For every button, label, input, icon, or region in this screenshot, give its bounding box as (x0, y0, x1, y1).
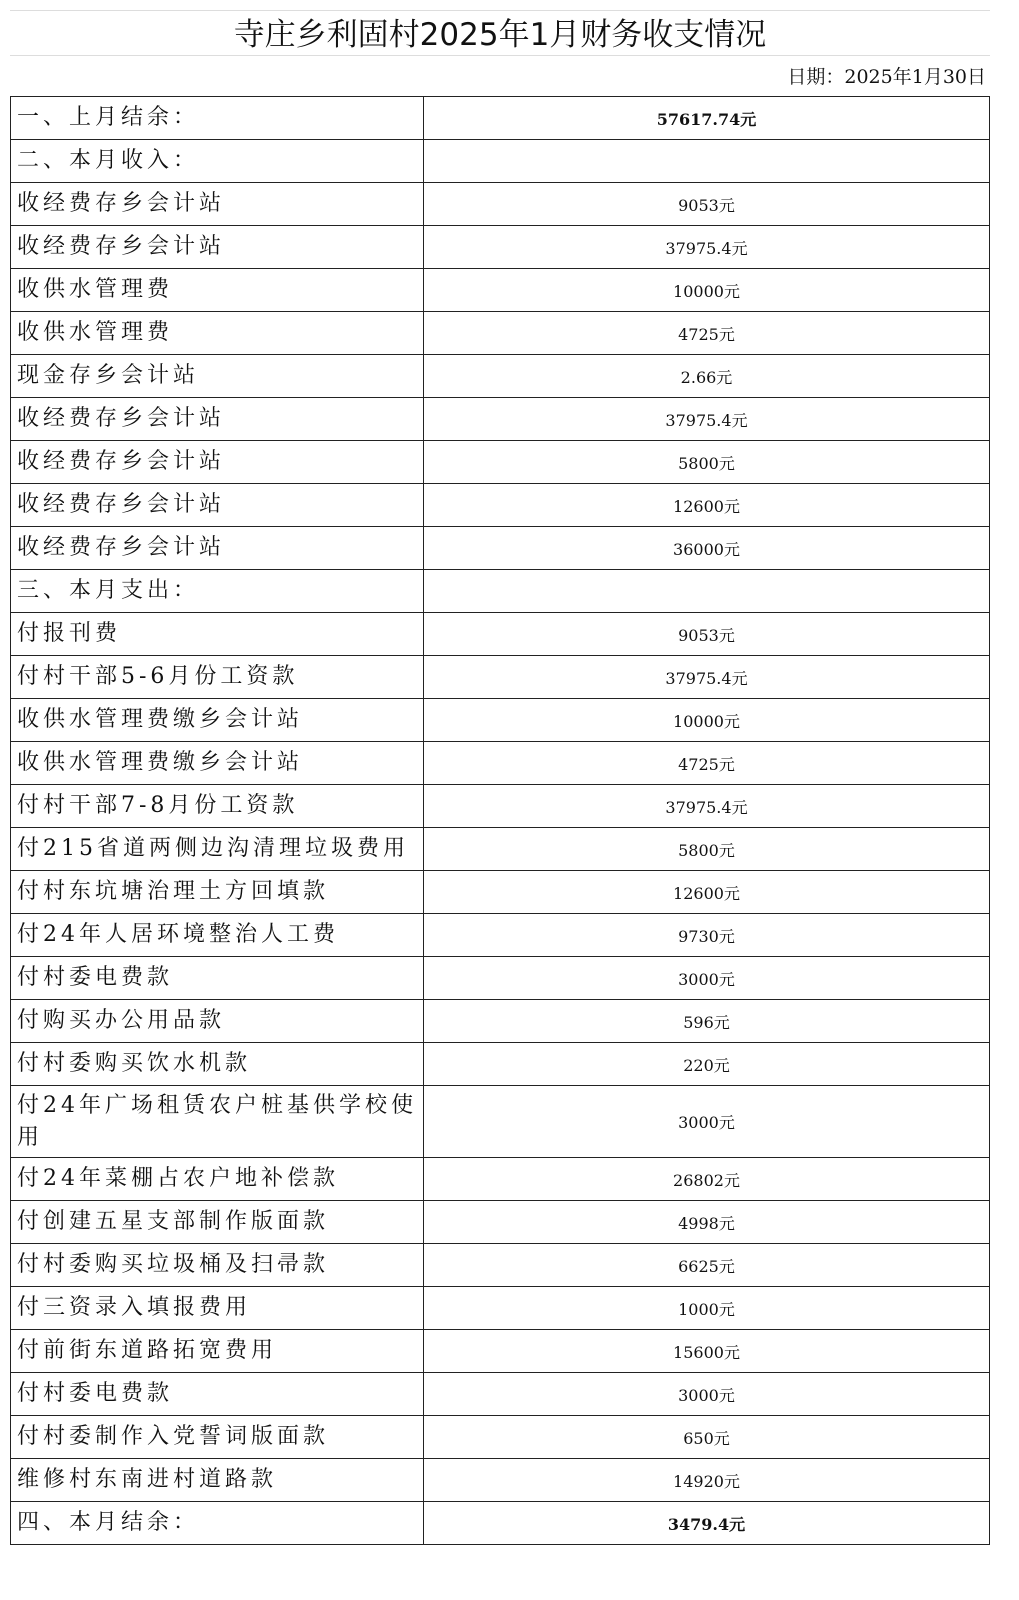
row-value: 3000元 (424, 1373, 990, 1416)
table-row (11, 613, 990, 656)
section-row (11, 570, 990, 613)
row-value: 37975.4元 (424, 656, 990, 699)
row-value: 12600元 (424, 871, 990, 914)
row-label: 收经费存乡会计站 (11, 484, 424, 527)
row-label: 付村委购买垃圾桶及扫帚款 (11, 1244, 424, 1287)
row-value (424, 570, 990, 613)
row-label: 收经费存乡会计站 (11, 398, 424, 441)
row-label: 收供水管理费 (11, 312, 424, 355)
row-label: 维修村东南进村道路款 (11, 1459, 424, 1502)
row-value: 9053元 (424, 613, 990, 656)
table-row (11, 183, 990, 226)
table-row (11, 1416, 990, 1459)
section-row (11, 140, 990, 183)
table-row (11, 1158, 990, 1201)
row-value: 2.66元 (424, 355, 990, 398)
row-label: 二、本月收入： (11, 140, 424, 183)
page-title: 寺庄乡利固村2025年1月财务收支情况 (10, 10, 990, 56)
row-value: 9053元 (424, 183, 990, 226)
row-value: 3479.4元 (424, 1502, 990, 1545)
table-row (11, 527, 990, 570)
row-label: 付村委电费款 (11, 957, 424, 1000)
row-label: 收经费存乡会计站 (11, 183, 424, 226)
table-row (11, 1459, 990, 1502)
table-row (11, 1000, 990, 1043)
row-value: 5800元 (424, 441, 990, 484)
report-date: 日期：2025年1月30日 (787, 66, 986, 88)
row-label: 付24年人居环境整治人工费 (11, 914, 424, 957)
row-value: 36000元 (424, 527, 990, 570)
section-row (11, 1502, 990, 1545)
row-value: 10000元 (424, 699, 990, 742)
row-value: 650元 (424, 1416, 990, 1459)
row-value: 14920元 (424, 1459, 990, 1502)
row-label: 付村干部7-8月份工资款 (11, 785, 424, 828)
table-row (11, 1201, 990, 1244)
row-value: 26802元 (424, 1158, 990, 1201)
row-value: 5800元 (424, 828, 990, 871)
table-row (11, 1086, 990, 1158)
row-label: 四、本月结余： (11, 1502, 424, 1545)
table-row (11, 312, 990, 355)
row-value: 4725元 (424, 312, 990, 355)
row-value: 10000元 (424, 269, 990, 312)
table-row (11, 226, 990, 269)
row-value: 4998元 (424, 1201, 990, 1244)
row-label: 付前街东道路拓宽费用 (11, 1330, 424, 1373)
row-label: 付村委制作入党誓词版面款 (11, 1416, 424, 1459)
table-row (11, 828, 990, 871)
table-row (11, 656, 990, 699)
row-label: 付创建五星支部制作版面款 (11, 1201, 424, 1244)
row-value: 15600元 (424, 1330, 990, 1373)
table-row (11, 699, 990, 742)
row-value: 37975.4元 (424, 785, 990, 828)
table-row (11, 484, 990, 527)
row-value (424, 140, 990, 183)
table-row (11, 957, 990, 1000)
row-label: 付购买办公用品款 (11, 1000, 424, 1043)
row-value: 37975.4元 (424, 398, 990, 441)
table-row (11, 398, 990, 441)
table-row (11, 871, 990, 914)
row-label: 一、上月结余： (11, 97, 424, 140)
table-row (11, 355, 990, 398)
row-label: 付报刊费 (11, 613, 424, 656)
row-label: 付村委电费款 (11, 1373, 424, 1416)
row-value: 57617.74元 (424, 97, 990, 140)
row-value: 1000元 (424, 1287, 990, 1330)
row-label: 付215省道两侧边沟清理垃圾费用 (11, 828, 424, 871)
table-row (11, 1287, 990, 1330)
row-value: 220元 (424, 1043, 990, 1086)
finance-table (10, 96, 990, 1545)
row-label: 现金存乡会计站 (11, 355, 424, 398)
row-value: 6625元 (424, 1244, 990, 1287)
row-value: 3000元 (424, 1086, 990, 1158)
table-row (11, 1244, 990, 1287)
row-label: 收经费存乡会计站 (11, 527, 424, 570)
row-value: 37975.4元 (424, 226, 990, 269)
table-row (11, 441, 990, 484)
row-label: 收供水管理费 (11, 269, 424, 312)
table-row (11, 742, 990, 785)
row-label: 付三资录入填报费用 (11, 1287, 424, 1330)
row-value: 9730元 (424, 914, 990, 957)
table-row (11, 1330, 990, 1373)
row-label: 付24年菜棚占农户地补偿款 (11, 1158, 424, 1201)
row-label: 付24年广场租赁农户桩基供学校使用 (11, 1086, 424, 1158)
table-row (11, 914, 990, 957)
row-value: 12600元 (424, 484, 990, 527)
table-row (11, 1043, 990, 1086)
row-label: 收供水管理费缴乡会计站 (11, 742, 424, 785)
row-value: 3000元 (424, 957, 990, 1000)
row-value: 596元 (424, 1000, 990, 1043)
section-row (11, 97, 990, 140)
table-row (11, 785, 990, 828)
row-label: 付村东坑塘治理土方回填款 (11, 871, 424, 914)
table-row (11, 1373, 990, 1416)
table-row (11, 269, 990, 312)
row-value: 4725元 (424, 742, 990, 785)
row-label: 收经费存乡会计站 (11, 226, 424, 269)
row-label: 收供水管理费缴乡会计站 (11, 699, 424, 742)
row-label: 三、本月支出： (11, 570, 424, 613)
row-label: 付村委购买饮水机款 (11, 1043, 424, 1086)
row-label: 收经费存乡会计站 (11, 441, 424, 484)
row-label: 付村干部5-6月份工资款 (11, 656, 424, 699)
